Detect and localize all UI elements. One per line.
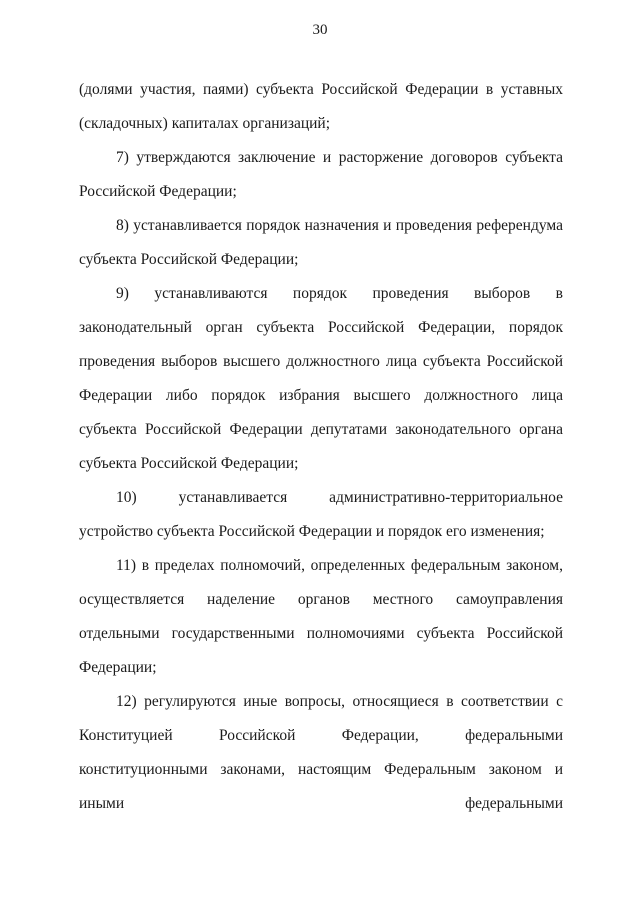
body-text (79, 73, 563, 821)
page-number: 30 (312, 22, 328, 38)
paragraph-continuation: (долями участия, паями) субъекта Российской Федерации в уставных (складочных) капиталах организаций; (79, 81, 563, 132)
paragraph-item-9: 9) устанавливаются порядок проведения выборов в законодательный орган субъекта Российской Федерации, порядок проведения выборов высшего должностного лица субъекта Российской Федерации либо порядок избрания высшего должностного лица субъекта Российской Федерации депутатами законодательного органа субъекта Российской Федерации; (79, 285, 563, 472)
paragraph-item-7: 7) утверждаются заключение и расторжение договоров субъекта Российской Федерации; (79, 149, 563, 200)
paragraph-item-8: 8) устанавливается порядок назначения и проведения референдума субъекта Российской Федерации; (79, 217, 563, 268)
paragraph-item-12: 12) регулируются иные вопросы, относящиеся в соответствии с Конституцией Российской Федерации, федеральными конституционными законами, настоящим Федеральным законом и иными федеральными (79, 693, 563, 812)
paragraph-item-10: 10) устанавливается административно-территориальное устройство субъекта Российской Федерации и порядок его изменения; (79, 489, 563, 540)
paragraph-item-11: 11) в пределах полномочий, определенных федеральным законом, осуществляется наделение органов местного самоуправления отдельными государственными полномочиями субъекта Российской Федерации; (79, 557, 563, 676)
